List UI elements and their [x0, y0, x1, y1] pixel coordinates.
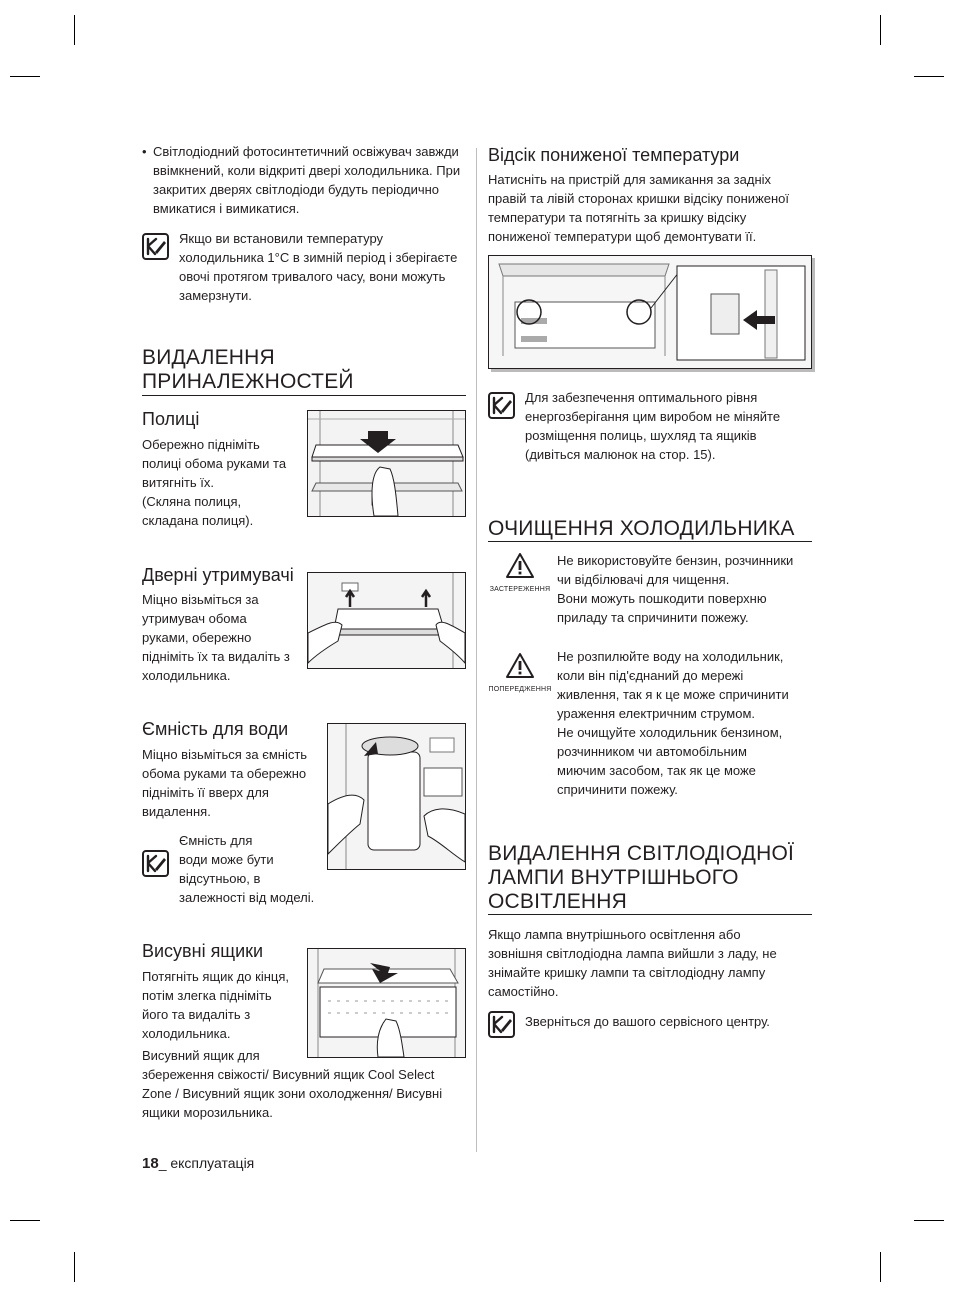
warning-triangle-icon [505, 652, 535, 679]
text-line: коли він під'єднаний до мережі [557, 668, 744, 683]
section-title-accessories [142, 346, 354, 394]
caution-label: ЗАСТЕРЕЖЕННЯ [489, 586, 551, 593]
text-line: його та видаліть з [142, 1007, 251, 1022]
text-line: полиці обома руками та [142, 456, 287, 471]
water-tank-title: Ємність для води [142, 719, 289, 739]
door-bins-text [142, 590, 307, 685]
section-title-line: ПРИНАЛЕЖНОСТЕЙ [142, 370, 354, 393]
caution-text [557, 551, 819, 627]
text-line: Висувний ящик для [142, 1048, 260, 1063]
drawers-title: Висувні ящики [142, 941, 264, 961]
text-line: Міцно візьміться за ємність [142, 747, 308, 762]
section-rule [488, 914, 812, 915]
text-line: залежності від моделі. [179, 890, 315, 905]
text-line: Не розпилюйте воду на холодильник, [557, 649, 784, 664]
led-lamp-title [488, 842, 794, 914]
water-tank-note [179, 831, 327, 907]
crop-mark [880, 15, 881, 45]
water-tank-illustration [327, 723, 466, 870]
text-line: живлення, так я к це може спричинити [557, 687, 789, 702]
door-bins-illustration [307, 572, 466, 669]
page-number: 18 [142, 1155, 159, 1172]
text-line: пониженої температури щоб демонтувати її. [488, 229, 757, 244]
text-line: Натисніть на пристрій для замикання за задніх [488, 172, 772, 187]
text-line: (Скляна полиця, [142, 494, 242, 509]
text-line: відсутньою, в [179, 871, 261, 886]
text-line: витягніть їх. [142, 475, 215, 490]
text-line: зовнішня світлодіодна лампа вийшли з ладу, не [488, 946, 777, 961]
text-line: утримувач обома [142, 611, 247, 626]
text-line: підніміть їх та видаліть з [142, 649, 290, 664]
text-line: Для забезпечення оптимального рівня [525, 390, 758, 405]
text-line: миючим засобом, так як це може [557, 763, 756, 778]
crop-mark [10, 76, 40, 77]
text-line: Потягніть ящик до кінця, [142, 969, 290, 984]
text-line: води може бути [179, 852, 274, 867]
drawers-text [142, 967, 307, 1043]
chiller-title: Відсік пониженої температури [488, 145, 740, 165]
section-rule [142, 395, 466, 396]
text-line: Міцно візьміться за [142, 592, 259, 607]
page-label: _ експлуатація [158, 1155, 255, 1171]
section-title-line: ВИДАЛЕННЯ СВІТЛОДІОДНОЇ [488, 842, 795, 865]
text-line: (дивіться малюнок на стор. 15). [525, 447, 716, 462]
text-line: Ємність для [179, 833, 253, 848]
text-line: Якщо лампа внутрішнього освітлення або [488, 927, 741, 942]
intro-note-text: Якщо ви встановили температуру холодильника 1°C в зимній період і зберігаєте овочі протягом тривалого часу, вони можуть замерзнути. [179, 231, 458, 303]
pencil-note-icon [488, 392, 515, 419]
text-line: енергозберігання цим виробом не міняйте [525, 409, 781, 424]
section-title-line: ЛАМПИ ВНУТРІШНЬОГО [488, 866, 739, 889]
chiller-note [525, 388, 820, 464]
chiller-illustration [488, 255, 812, 369]
shelves-text [142, 435, 307, 530]
text-line: складана полиця). [142, 513, 254, 528]
text-line: потім злегка підніміть [142, 988, 272, 1003]
warning-text [557, 647, 819, 799]
caution-triangle-icon [505, 552, 535, 579]
column-divider [476, 148, 477, 1152]
text-line: ураження електричним струмом. [557, 706, 756, 721]
warning-block [488, 652, 552, 693]
shelves-title: Полиці [142, 409, 200, 429]
shelves-illustration [307, 410, 466, 517]
text-line: розчинником чи автомобільним [557, 744, 747, 759]
text-line: холодильника. [142, 1026, 231, 1041]
text-line: підніміть її вверх для [142, 785, 269, 800]
text-line: знімайте кришку лампи та світлодіодну лампу [488, 965, 766, 980]
crop-mark [880, 1252, 881, 1282]
text-line: ящики морозильника. [142, 1105, 273, 1120]
chiller-text [488, 170, 818, 246]
crop-mark [10, 1220, 40, 1221]
water-tank-text [142, 745, 327, 821]
pencil-note-icon [488, 1011, 515, 1038]
pencil-note-icon [142, 233, 169, 260]
cleaning-title: ОЧИЩЕННЯ ХОЛОДИЛЬНИКА [488, 517, 795, 540]
text-line: Вони можуть пошкодити поверхню [557, 591, 767, 606]
text-line: Обережно підніміть [142, 437, 260, 452]
text-line: Zone / Висувний ящик зони охолодження/ Висувні [142, 1086, 443, 1101]
text-line: самостійно. [488, 984, 559, 999]
section-title-line: ОСВІТЛЕННЯ [488, 890, 627, 913]
text-line: руками, обережно [142, 630, 252, 645]
warning-label: ПОПЕРЕДЖЕННЯ [488, 686, 552, 693]
text-line: правій та лівій сторонах кришки відсіку пониженої [488, 191, 790, 206]
led-lamp-text [488, 925, 818, 1001]
page-footer [142, 1155, 254, 1173]
section-title-line: ВИДАЛЕННЯ [142, 346, 275, 369]
crop-mark [74, 1252, 75, 1282]
led-lamp-note: Зверніться до вашого сервісного центру. [525, 1014, 770, 1029]
door-bins-title: Дверні утримувачі [142, 565, 294, 585]
text-line: холодильника. [142, 668, 231, 683]
text-line: збереження свіжості/ Висувний ящик Cool Select [142, 1067, 435, 1082]
crop-mark [74, 15, 75, 45]
text-line: спричинити пожежу. [557, 782, 678, 797]
drawers-extra-text [142, 1046, 467, 1122]
text-line: видалення. [142, 804, 211, 819]
text-line: температури та потягніть за кришку відсіку [488, 210, 747, 225]
caution-block [488, 552, 552, 593]
crop-mark [914, 76, 944, 77]
text-line: Не очищуйте холодильник бензином, [557, 725, 783, 740]
text-line: приладу та спричинити пожежу. [557, 610, 749, 625]
text-line: Не використовуйте бензин, розчинники [557, 553, 794, 568]
text-line: розміщення полиць, шухляд та ящиків [525, 428, 757, 443]
intro-bullet-mark: • [142, 144, 147, 159]
pencil-note-icon [142, 850, 169, 877]
section-rule [488, 541, 812, 542]
text-line: чи відбілювачі для чищення. [557, 572, 730, 587]
crop-mark [914, 1220, 944, 1221]
text-line: обома руками та обережно [142, 766, 307, 781]
drawers-illustration [307, 948, 466, 1058]
intro-bullet-text: Світлодіодний фотосинтетичний освіжувач завжди ввімкнений, коли відкриті двері холодильника. При закритих дверях світлодіоди будуть періодично вмикатися і вимикатися. [153, 144, 461, 216]
